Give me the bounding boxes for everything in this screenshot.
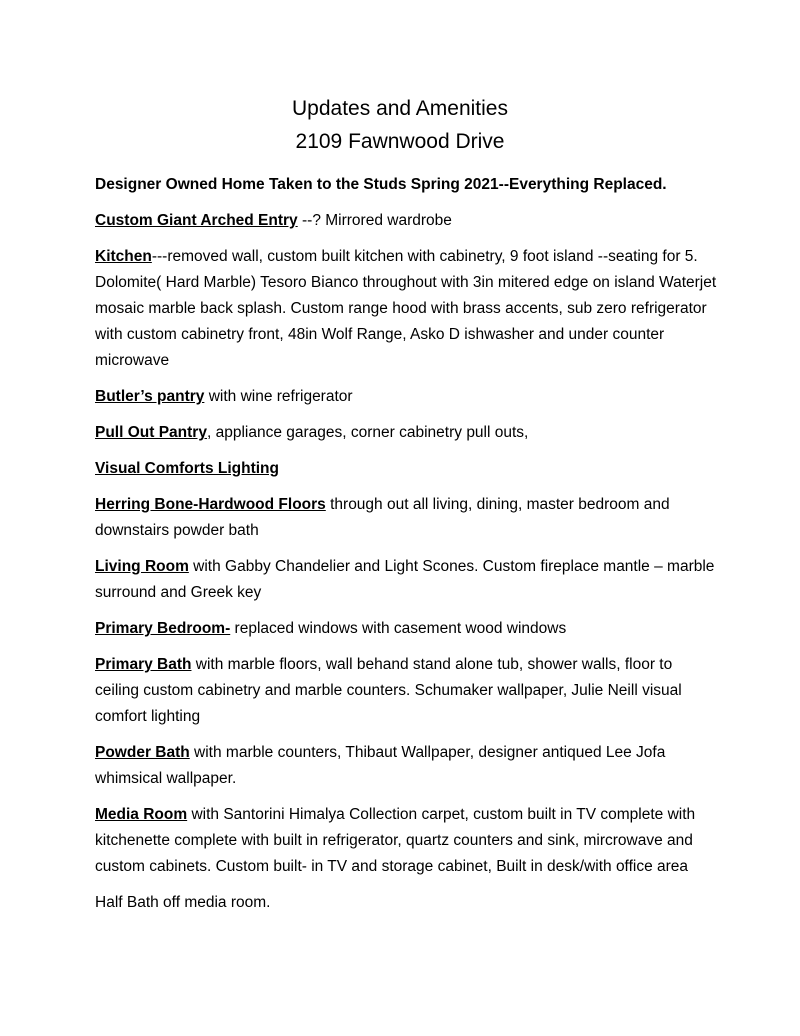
section-text: , appliance garages, corner cabinetry pull outs, [206, 424, 529, 441]
section-primary-bath [95, 652, 720, 730]
section-kitchen [95, 244, 720, 374]
section-lighting [95, 456, 720, 482]
document-title [0, 92, 800, 158]
section-entry [95, 208, 720, 234]
section-heading: Kitchen [95, 248, 152, 265]
section-pull-out-pantry [95, 420, 720, 446]
section-heading: Butler’s pantry [95, 388, 205, 405]
section-butlers-pantry [95, 384, 720, 410]
section-heading: Primary Bath [95, 656, 192, 673]
section-text: --? Mirrored wardrobe [297, 212, 452, 229]
section-heading: Custom Giant Arched Entry [95, 212, 298, 229]
section-heading: Pull Out Pantry [95, 424, 207, 441]
section-text: with marble floors, wall behand stand alone tub, shower walls, floor to ceiling custom cabinetry and marble counters. Schumaker wallpaper, Julie Neill visual comfort lighting [95, 656, 682, 725]
section-text: with Santorini Himalya Collection carpet, custom built in TV complete with kitchenette complete with built in refrigerator, quartz counters and sink, mircrowave and custom cabinets. Custom built- in TV and storage cabinet, Built in desk/with office area [95, 806, 696, 875]
section-heading: Powder Bath [95, 744, 190, 761]
section-text: with marble counters, Thibaut Wallpaper, designer antiqued Lee Jofa whimsical wallpaper. [95, 744, 666, 787]
intro-statement: Designer Owned Home Taken to the Studs Spring 2021--Everything Replaced. [95, 176, 667, 193]
section-text: replaced windows with casement wood windows [230, 620, 567, 637]
title-line-1: Updates and Amenities [292, 97, 508, 120]
section-heading: Primary Bedroom- [95, 620, 231, 637]
section-text: with Gabby Chandelier and Light Scones. Custom fireplace mantle – marble surround and Greek key [95, 558, 715, 601]
section-primary-bedroom [95, 616, 720, 642]
section-heading: Herring Bone-Hardwood Floors [95, 496, 326, 513]
document-body [95, 172, 720, 926]
title-line-2: 2109 Fawnwood Drive [295, 130, 505, 153]
section-heading: Visual Comforts Lighting [95, 460, 279, 477]
section-heading: Media Room [95, 806, 188, 823]
section-floors [95, 492, 720, 544]
section-heading: Living Room [95, 558, 189, 575]
section-living-room [95, 554, 720, 606]
section-powder-bath [95, 740, 720, 792]
section-text: with wine refrigerator [204, 388, 353, 405]
section-text: ---removed wall, custom built kitchen with cabinetry, 9 foot island --seating for 5. Dolomite( Hard Marble) Tesoro Bianco throughout with 3in mitered edge on island Waterjet mosaic marble back splash. Custom range hood with brass accents, sub zero refrigerator with custom cabinetry front, 48in Wolf Range, Asko D ishwasher and under counter microwave [95, 248, 717, 369]
section-text: through out all living, dining, master bedroom and downstairs powder bath [95, 496, 670, 539]
closing-note: Half Bath off media room. [95, 894, 271, 911]
section-media-room [95, 802, 720, 880]
